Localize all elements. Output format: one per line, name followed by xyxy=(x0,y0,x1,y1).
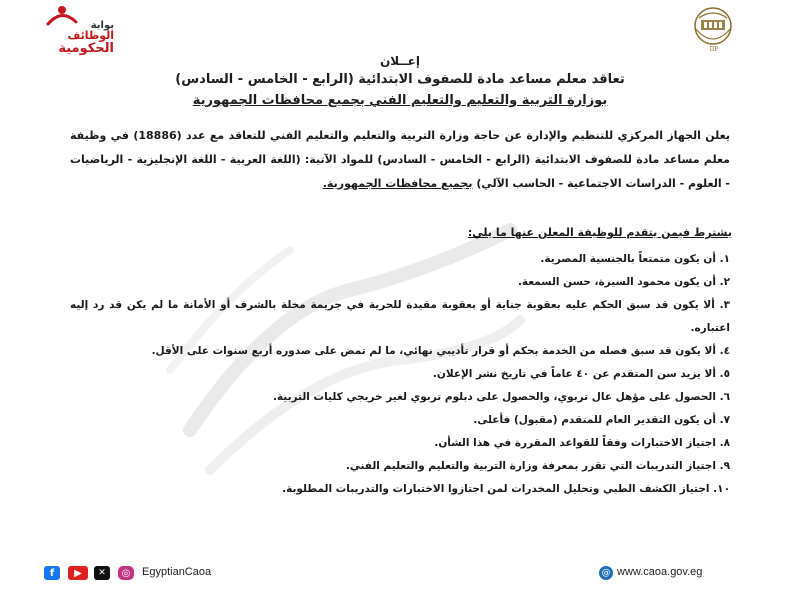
condition-item: ٦. الحصول على مؤهل عال تربوي، والحصول على دبلوم تربوي لغير خريجي كليات التربية. xyxy=(272,391,730,403)
social-handle[interactable]: EgyptianCaoa xyxy=(142,566,212,578)
announcement-label: إعــلان xyxy=(380,54,420,68)
website-link[interactable]: www.caoa.gov.eg xyxy=(617,566,703,578)
gov-jobs-logo-line1: بوابة xyxy=(90,20,114,31)
gov-jobs-logo xyxy=(12,4,122,56)
announcement-paragraph xyxy=(70,124,730,196)
job-title-line1: تعاقد معلم مساعد مادة للصفوف الابتدائية (الرابع - الخامس - السادس) xyxy=(175,72,625,87)
caoa-logo xyxy=(673,6,753,56)
condition-item: ١. أن يكون متمتعاً بالجنسية المصرية. xyxy=(540,253,730,265)
caoa-logo-caption: IIP xyxy=(709,46,719,53)
conditions-heading: يشترط فيمن يتقدم للوظيفة المعلن عنها ما يلي: xyxy=(467,226,732,239)
gov-jobs-logo-line2: الوظائف xyxy=(67,29,114,42)
gov-jobs-logo-line3: الحكومية xyxy=(58,41,114,56)
condition-item: ٤. ألا يكون قد سبق فصله من الخدمة بحكم أو قرار تأديبي نهائي، ما لم تمض على صدوره أربع سنوات على الأقل. xyxy=(151,345,730,357)
instagram-icon[interactable]: ◎ xyxy=(118,566,134,580)
globe-icon: @ xyxy=(599,566,613,580)
condition-item: ٨. اجتياز الاختبارات وفقاً للقواعد المقررة في هذا الشأن. xyxy=(434,437,730,449)
paragraph-end: بجميع محافظات الجمهورية. xyxy=(322,177,473,190)
x-twitter-icon[interactable]: ✕ xyxy=(94,566,110,580)
condition-item: ٩. اجتياز التدريبات التي تقرر بمعرفة وزارة التربية والتعليم والتعليم الفني. xyxy=(345,460,730,472)
condition-item: ٢. أن يكون محمود السيرة، حسن السمعة. xyxy=(517,276,730,288)
youtube-icon[interactable]: ▶ xyxy=(68,566,88,580)
job-title-line2-text: بوزارة التربية والتعليم والتعليم الفني بجميع محافظات الجمهورية xyxy=(192,93,608,108)
footer xyxy=(0,564,800,586)
conditions-list xyxy=(70,248,730,501)
paragraph-text: يعلن الجهاز المركزي للتنظيم والإدارة عن حاجة وزارة التربية والتعليم والتعليم الفني للتعاقد مع عدد (18886) في وظيفة معلم مساعد مادة للصفوف الابتدائية (الرابع - الخامس - السادس) للمواد الآتية: (اللغة العربية - اللغة الإنجليزية - الرياضيات - العلوم - الدراسات الاجتماعية - الحاسب الآلي) xyxy=(70,129,730,190)
condition-item: ٥. ألا يزيد سن المتقدم عن ٤٠ عاماً في تاريخ نشر الإعلان. xyxy=(432,368,730,380)
caoa-emblem-icon xyxy=(673,6,753,50)
condition-item: ١٠. اجتياز الكشف الطبي وتحليل المخدرات لمن اجتازوا الاختبارات والتدريبات المطلوبة. xyxy=(282,483,730,495)
condition-item: ٣. ألا يكون قد سبق الحكم عليه بعقوبة جناية أو بعقوبة مقيدة للحرية في جريمة مخلة بالشرف أو الأمانة ما لم يكن قد رد إليه اعتباره. xyxy=(70,299,730,334)
condition-item: ٧. أن يكون التقدير العام للمتقدم (مقبول) فأعلى. xyxy=(473,414,730,426)
facebook-icon[interactable]: f xyxy=(44,566,60,580)
job-title-line2 xyxy=(40,93,760,108)
